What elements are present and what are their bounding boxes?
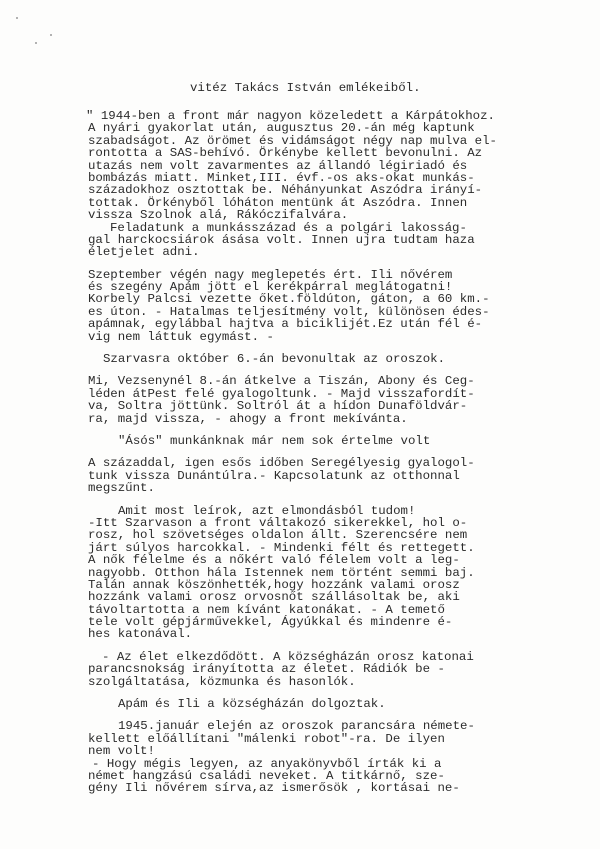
- text-line: Mi, Vezsenynél 8.-án átkelve a Tiszán, Abony és Ceg-: [88, 374, 475, 389]
- text-line: megszűnt.: [88, 481, 155, 496]
- text-line: tunk vissza Dunántúlra.- Kapcsolatunk az otthonnal: [88, 468, 460, 483]
- text-line: utazás nem volt zavarmentes az állandó légiriadó és: [88, 158, 468, 173]
- text-line: rontotta a SAS-behívó. Örkénybe kellett bevonulni. Az: [88, 146, 483, 161]
- paragraph: [88, 110, 568, 259]
- text-line: Apám és Ili a községházán dolgoztak.: [118, 697, 386, 712]
- text-line: századokhoz osztottak be. Néhányunkat Aszódra irányí-: [88, 183, 483, 198]
- text-line: szabadságot. Az örömet és vidámságot négy nap mulva el-: [88, 133, 497, 148]
- text-line: bombázás miatt. Minket,III. évf.-os aks-okat munkás-: [88, 170, 475, 185]
- text-line: Talán annak köszönhették,hogy hozzánk valami orosz: [88, 577, 460, 592]
- text-line: nagyobb. Otthon hála Istennek nem történt semmi baj.: [88, 565, 475, 580]
- text-line: életjelet adni.: [88, 245, 200, 260]
- text-line: vissza Szolnok alá, Rákóczifalvára.: [88, 208, 349, 223]
- paragraph: [88, 269, 568, 343]
- paragraph: [88, 720, 568, 794]
- paragraph: [88, 457, 568, 494]
- text-line: es úton. - Hatalmas teljesítmény volt, különösen édes-: [88, 304, 490, 319]
- text-line: járt súlyos harcokkal. - Mindenki félt és rettegett.: [88, 540, 475, 555]
- text-line: ra, majd vissza, - ahogy a front mekívánta.: [88, 411, 408, 426]
- text-line: parancsnokság irányította az életet. Rádiók be -: [88, 662, 445, 677]
- text-line: hozzánk valami orosz orvosnőt szállásoltak be, aki: [88, 590, 460, 605]
- text-line: 1945.január elején az oroszok parancsára némete-: [118, 719, 475, 734]
- text-line: Amit most leírok, azt elmondásból tudom!: [118, 503, 416, 518]
- text-line: - Az élet elkezdődött. A községházán orosz katonai: [102, 649, 474, 664]
- text-line: gal harckocsiárok ásása volt. Innen ujra tudtam haza: [88, 232, 475, 247]
- text-line: " 1944-ben a front már nagyon közeledett a Kárpátokhoz.: [86, 109, 495, 123]
- text-line: léden átPest felé gyalogoltunk. - Majd visszafordít-: [88, 386, 475, 401]
- text-line: Feladatunk a munkásszázad és a polgári lakosság-: [110, 220, 467, 235]
- text-line: tottak. Örkényből lóháton mentünk át Aszódra. Innen: [88, 195, 468, 210]
- document-title: vitéz Takács István emlékeiből.: [190, 81, 421, 95]
- paragraph: [88, 375, 568, 425]
- text-line: német hangzású családi neveket. A titkárnő, sze-: [88, 768, 445, 783]
- text-line: Szeptember végén nagy meglepetés ért. Ili nővérem: [88, 267, 453, 282]
- text-line: Szarvasra október 6.-án bevonultak az oroszok.: [103, 352, 446, 367]
- text-line: A századdal, igen esős időben Seregélyesig gyalogol-: [88, 456, 475, 471]
- text-line: -Itt Szarvason a front váltakozó sikerekkel, hol o-: [88, 515, 468, 530]
- text-line: kellett előállítani "málenki robot"-ra. De ilyen: [88, 731, 445, 746]
- text-line: tele volt gépjárművekkel, Ágyúkkal és mindenre é-: [88, 615, 453, 630]
- text-line: szolgáltatása, közmunka és hasonlók.: [88, 674, 356, 689]
- text-line: gény Ili nővérem sírva,az ismerősök , kortásai ne-: [88, 781, 460, 796]
- text-line: Korbely Palcsi vezette őket.földúton, gáton, a 60 km.-: [88, 292, 490, 307]
- text-line: - Hogy mégis legyen, az anyakönyvből írták ki a: [92, 756, 442, 771]
- text-line: és szegény Apám jött el kerékpárral meglátogatni!: [88, 280, 453, 295]
- text-line: A nők félelme és a nőkért való félelem volt a leg-: [88, 553, 460, 568]
- scan-speck: [16, 17, 18, 19]
- paragraph: [88, 651, 568, 688]
- text-line: apámnak, egylábbal hajtva a biciklijét.Ez után fél é-: [88, 317, 483, 332]
- text-line: vig nem láttuk egymást. -: [88, 329, 274, 344]
- paragraph: [88, 435, 568, 447]
- document-body: [88, 110, 568, 795]
- text-line: A nyári gyakorlat után, augusztus 20.-án még kaptunk: [88, 121, 475, 136]
- scan-speck: [35, 42, 37, 44]
- text-line: hes katonával.: [88, 627, 193, 642]
- paragraph: [88, 698, 568, 710]
- text-line: va, Soltra jöttünk. Soltról át a hídon Dunaföldvár-: [88, 399, 468, 414]
- text-line: távoltartotta a nem kívánt katonákat. - A temető: [88, 602, 445, 617]
- text-line: nem volt!: [88, 744, 155, 759]
- text-line: rosz, hol szövetséges oldalon állt. Szerencsére nem: [88, 528, 468, 543]
- scan-speck: [50, 34, 52, 36]
- paragraph: [88, 353, 568, 365]
- paragraph: [88, 505, 568, 641]
- text-line: "Ásós" munkánknak már nem sok értelme volt: [118, 433, 431, 448]
